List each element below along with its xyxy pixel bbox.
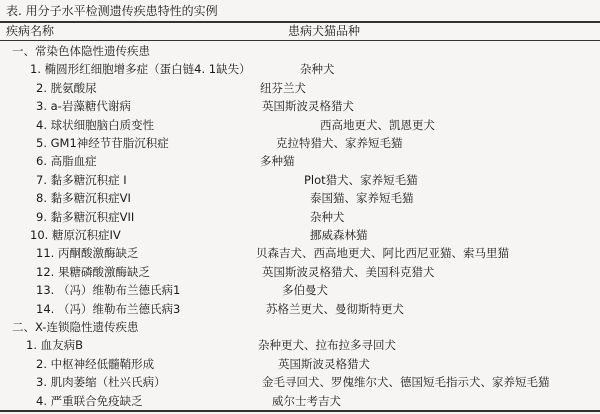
- disease-name: 1. 椭圆形红细胞增多症（蛋白链4. 1缺失）: [30, 62, 251, 77]
- disease-name: 2. 胱氨酸尿: [36, 80, 97, 95]
- breed-list: 挪威森林猫: [310, 228, 368, 242]
- breed-list: 西高地更犬、凯恩更犬: [320, 117, 435, 132]
- table-row: [0, 189, 600, 208]
- breed-list: 英国斯波灵格猎犬: [278, 356, 370, 371]
- disease-name: 4. 球状细胞脑白质变性: [36, 117, 155, 132]
- disease-name: 6. 高脂血症: [36, 154, 97, 169]
- breed-list: 杂种犬: [300, 62, 335, 77]
- table-row: [0, 208, 600, 227]
- breed-list: 英国斯波灵格猎犬、美国科克猎犬: [262, 264, 435, 279]
- section-heading: 一、常染色体隐性遗传疾患: [12, 44, 150, 58]
- header-breeds: 患病犬猫品种: [288, 24, 361, 38]
- table-top-rule: [0, 21, 600, 23]
- breed-list: 多伯曼犬: [282, 283, 328, 298]
- table-bottom-rule: [0, 410, 600, 412]
- table-row: [0, 79, 600, 98]
- breed-list: 金毛寻回犬、罗傀维尔犬、德国短毛指示犬、家养短毛猫: [262, 375, 550, 390]
- table-row: [0, 116, 600, 135]
- breed-list: 杂种犬: [310, 209, 345, 224]
- section-row: [0, 42, 600, 61]
- header-rule: [0, 40, 600, 41]
- disease-name: 7. 黏多糖沉积症 I: [36, 172, 127, 187]
- table-row: [0, 392, 600, 411]
- table-row: [0, 373, 600, 392]
- header-disease: 疾病名称: [6, 24, 55, 38]
- disease-name: 4. 严重联合免疫缺乏: [36, 393, 143, 408]
- table-row: [0, 355, 600, 374]
- breed-list: 威尔士考吉犬: [272, 393, 341, 408]
- disease-name: 14. （冯）维勒布兰德氏病3: [36, 301, 181, 316]
- disease-name: 1. 血友病B: [26, 338, 84, 353]
- table-row: [0, 300, 600, 319]
- disease-name: 13. （冯）维勒布兰德氏病1: [36, 283, 181, 298]
- table-row: [0, 244, 600, 263]
- breed-list: Plot猎犬、家养短毛猫: [304, 172, 418, 187]
- breed-list: 泰国猫、家养短毛猫: [310, 191, 414, 206]
- disease-name: 3. 肌肉萎缩（杜兴氏病）: [36, 375, 166, 390]
- breed-list: 杂种更犬、拉布拉多寻回犬: [258, 338, 396, 353]
- disease-name: 10. 糖原沉积症IV: [30, 228, 121, 242]
- breed-list: 纽芬兰犬: [260, 80, 306, 95]
- disease-name: 2. 中枢神经低髓鞘形成: [36, 356, 155, 371]
- disease-name: 9. 黏多糖沉积症VII: [36, 209, 135, 224]
- breed-list: 英国斯波灵格猎犬: [262, 99, 354, 114]
- breed-list: 贝森吉犬、西高地更犬、阿比西尼亚猫、索马里猫: [256, 246, 509, 261]
- disease-name: 3. a-岩藻糖代谢病: [36, 99, 131, 114]
- table-row: [0, 152, 600, 171]
- table-row: [0, 171, 600, 190]
- section-heading: 二、X-连锁隐性遗传疾患: [12, 320, 139, 334]
- breed-list: 克拉特猎犬、家养短毛猫: [276, 136, 403, 150]
- table-row: [0, 336, 600, 355]
- breed-list: 多种猫: [260, 154, 295, 169]
- table-row: [0, 97, 600, 116]
- table-caption: 表. 用分子水平检测遗传疾患特性的实例: [6, 4, 218, 18]
- table-row: [0, 226, 600, 245]
- table-row: [0, 134, 600, 153]
- section-row: [0, 318, 600, 337]
- table-row: [0, 60, 600, 79]
- table-row: [0, 281, 600, 300]
- disease-name: 11. 丙酮酸激酶缺乏: [36, 246, 139, 261]
- disease-name: 5. GM1神经节苷脂沉积症: [36, 136, 169, 150]
- disease-name: 8. 黏多糖沉积症VI: [36, 191, 131, 206]
- disease-name: 12. 果糖磷酸激酶缺乏: [36, 264, 150, 279]
- breed-list: 苏格兰更犬、曼彻斯特更犬: [266, 301, 404, 316]
- table-row: [0, 263, 600, 282]
